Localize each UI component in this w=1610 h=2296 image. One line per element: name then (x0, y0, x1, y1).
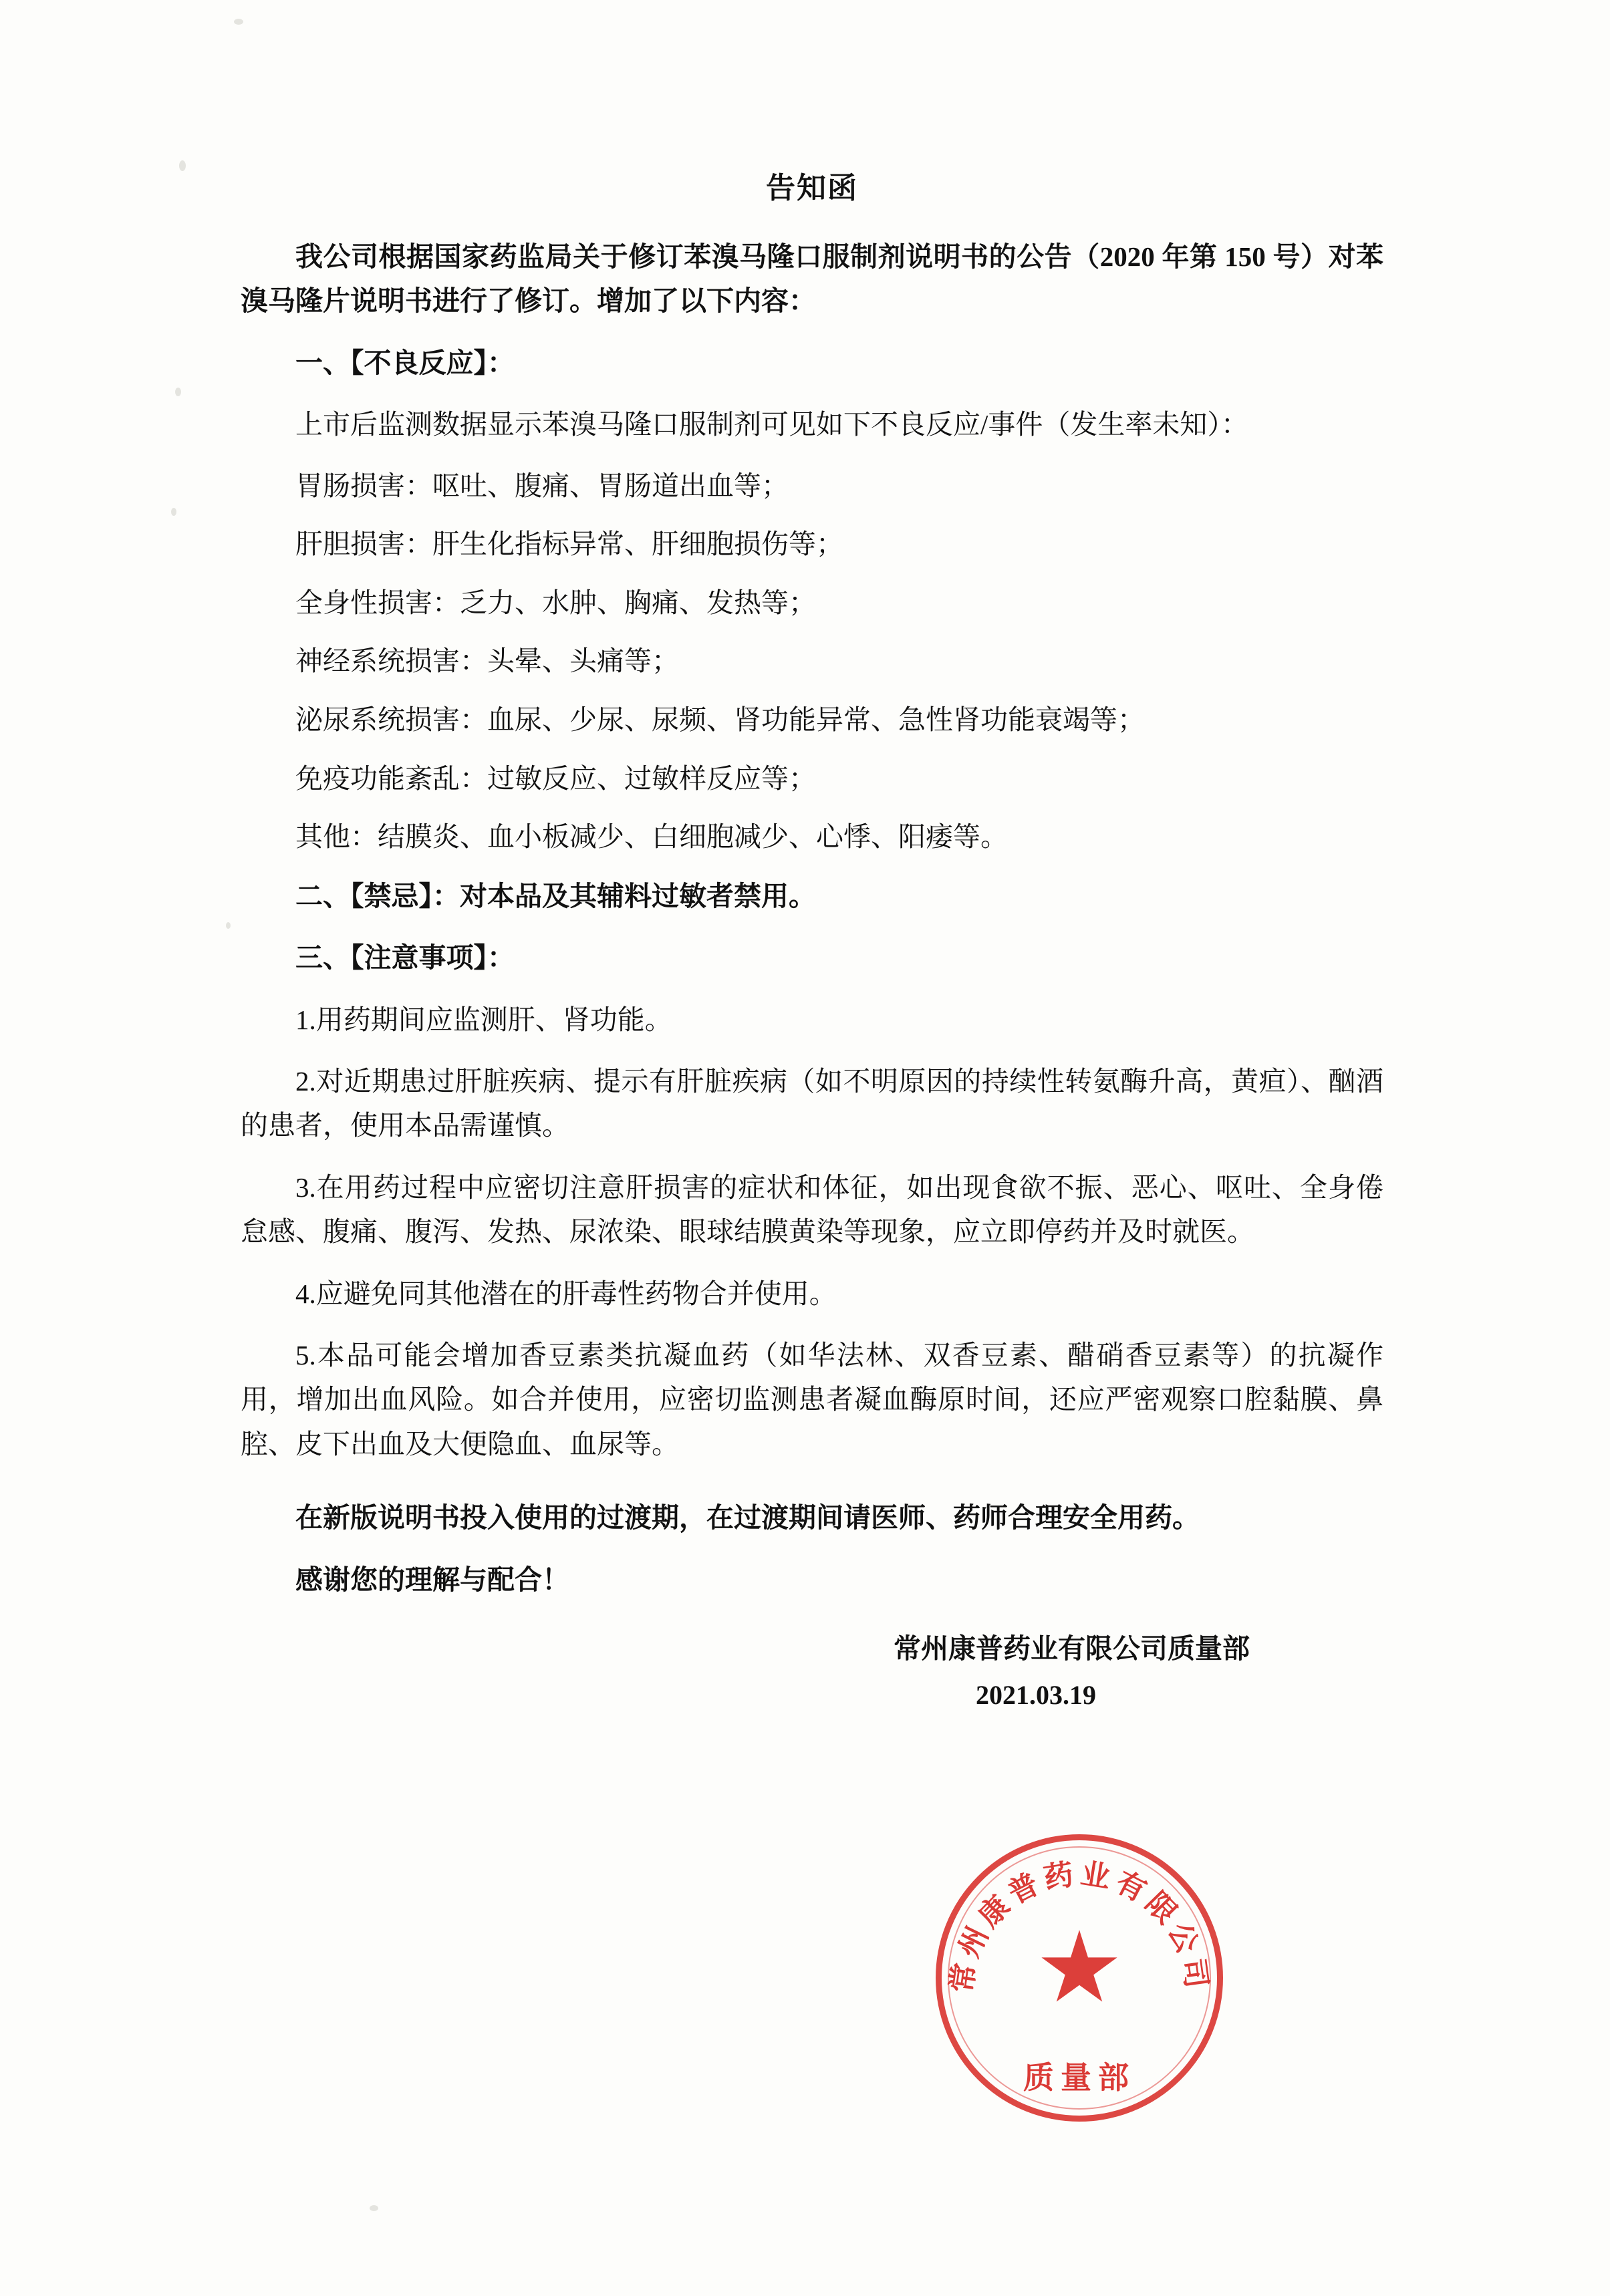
scan-speck (171, 508, 176, 516)
signature-date: 2021.03.19 (976, 1679, 1096, 1710)
list-item: 胃肠损害：呕吐、腹痛、胃肠道出血等； (295, 470, 789, 501)
seal-arc-label: 常州康普药业有限公司 (945, 1857, 1214, 1995)
svg-text:常州康普药业有限公司 (945, 1857, 1213, 1995)
list-item: 3.在用药过程中应密切注意肝损害的症状和体征，如出现食欲不振、恶心、呕吐、全身倦怠感、腹痛、腹泻、发热、尿浓染、眼球结膜黄染等现象，应立即停药并及时就医。 (241, 1171, 1383, 1248)
section-heading-precautions: 三、【注意事项】： (295, 942, 515, 974)
intro-paragraph: 我公司根据国家药监局关于修订苯溴马隆口服制剂说明书的公告（2020 年第 150 号）对苯溴马隆片说明书进行了修订。增加了以下内容： (241, 241, 1383, 317)
closing-statement-2: 感谢您的理解与配合！ (295, 1564, 569, 1595)
document-body (241, 164, 1383, 1718)
section-lead-adverse-reactions: 上市后监测数据显示苯溴马隆口服制剂可见如下不良反应/事件（发生率未知）： (295, 409, 1248, 440)
seal-arc-text (936, 1834, 1223, 2122)
list-item: 泌尿系统损害：血尿、少尿、尿频、肾功能异常、急性肾功能衰竭等； (295, 704, 1145, 735)
list-item: 其他：结膜炎、血小板减少、白细胞减少、心悸、阳痿等。 (295, 821, 1008, 853)
seal-star-icon (1040, 1930, 1119, 2009)
scan-speck (370, 2205, 378, 2211)
list-item: 4.应避免同其他潜在的肝毒性药物合并使用。 (295, 1278, 837, 1309)
closing-statement-1: 在新版说明书投入使用的过渡期，在过渡期间请医师、药师合理安全用药。 (295, 1502, 1200, 1534)
scan-speck (175, 388, 181, 396)
section-heading-adverse-reactions: 一、【不良反应】： (295, 347, 515, 378)
list-item: 5.本品可能会增加香豆素类抗凝血药（如华法林、双香豆素、醋硝香豆素等）的抗凝作用，增加出血风险。如合并使用，应密切监测患者凝血酶原时间，还应严密观察口腔黏膜、鼻腔、皮下出血及大便隐血、血尿等。 (241, 1340, 1383, 1459)
section-contraindications: 二、【禁忌】：对本品及其辅料过敏者禁用。 (295, 880, 816, 911)
list-item: 免疫功能紊乱：过敏反应、过敏样反应等； (295, 762, 816, 794)
seal-department-label: 质量部 (1023, 2061, 1135, 2095)
signature-company: 常州康普药业有限公司质量部 (894, 1633, 1250, 1665)
company-seal-stamp (936, 1834, 1223, 2122)
seal-outer-ring (936, 1834, 1223, 2122)
seal-inner-ring (948, 1846, 1211, 2110)
list-item: 2.对近期患过肝脏疾病、提示有肝脏疾病（如不明原因的持续性转氨酶升高，黄疸）、酗酒的患者，使用本品需谨慎。 (241, 1066, 1383, 1141)
scan-speck (179, 160, 186, 171)
page-title: 告知函 (766, 172, 858, 204)
list-item: 肝胆损害：肝生化指标异常、肝细胞损伤等； (295, 529, 843, 560)
scan-speck (226, 922, 231, 929)
scan-speck (234, 19, 243, 25)
list-item: 1.用药期间应监测肝、肾功能。 (295, 1004, 672, 1035)
signature-block (241, 1626, 1383, 1718)
adverse-reaction-list (241, 464, 1383, 859)
list-item: 全身性损害：乏力、水肿、胸痛、发热等； (295, 587, 816, 618)
list-item: 神经系统损害：头晕、头痛等； (295, 645, 679, 677)
precaution-list (241, 998, 1383, 1467)
